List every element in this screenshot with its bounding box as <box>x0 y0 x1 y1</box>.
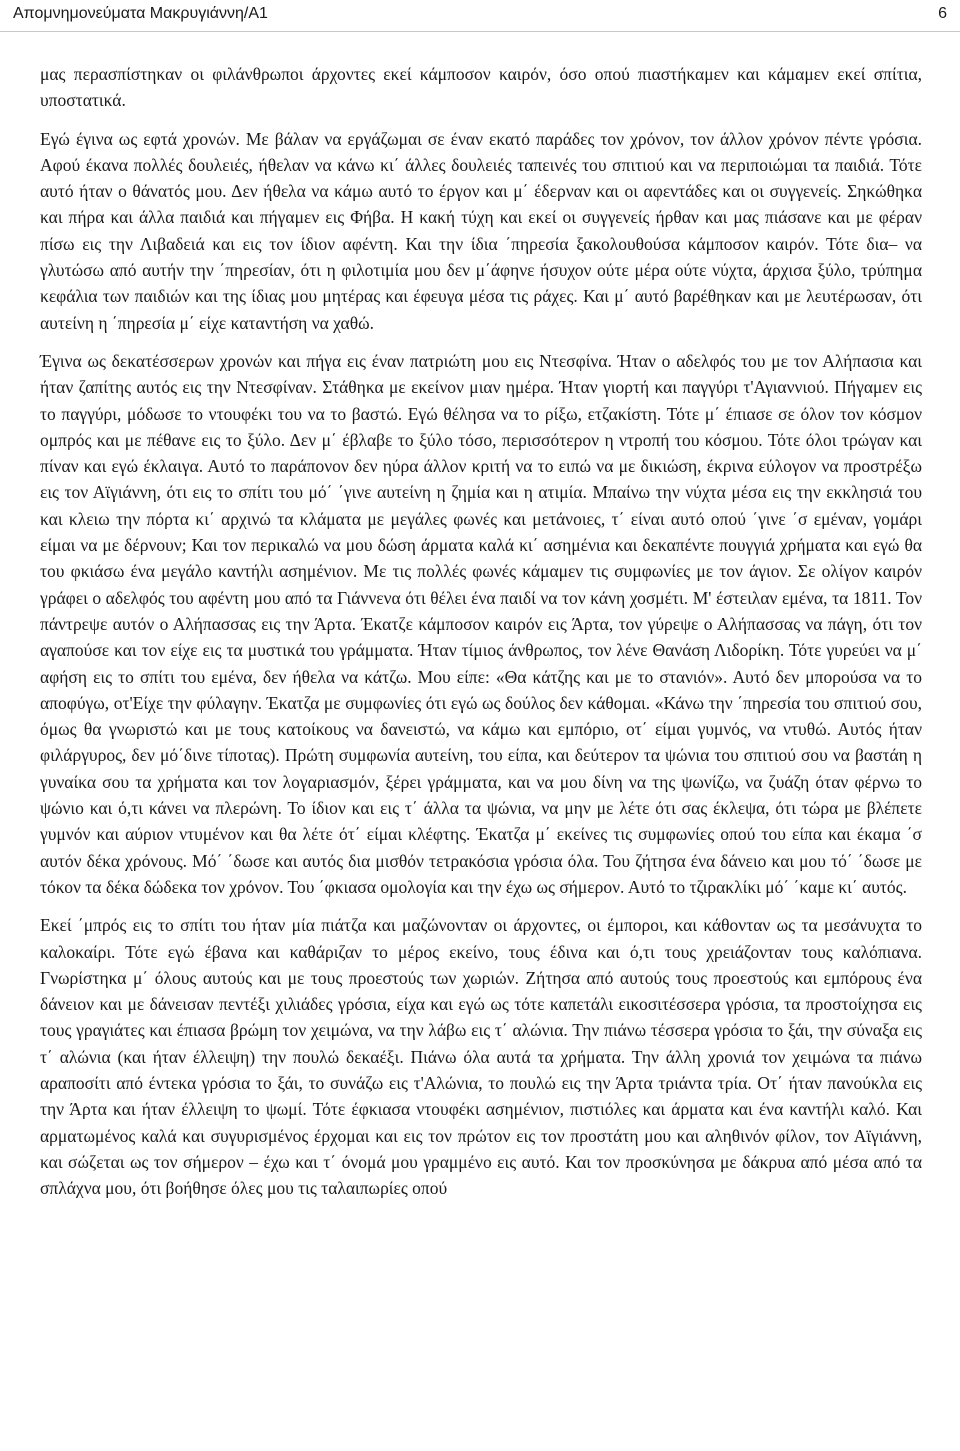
paragraph: μας περασπίστηκαν οι φιλάνθρωποι άρχοντες εκεί κάμποσον καιρόν, όσο οπού πιαστήκαμεν και κάμαμεν εκεί σπίτια, υποστατικά. <box>40 64 922 111</box>
page-number: 6 <box>938 5 947 22</box>
paragraph: Εγώ έγινα ως εφτά χρονών. Με βάλαν να εργάζωμαι σε έναν εκατό παράδες τον χρόνον, τον άλλον χρόνον πέντε γρόσια. Αφού έκανα πολλές δουλειές, ήθελαν να κάνω κι΄ άλλες δουλειές ταπεινές του σπιτιού και να περιποιώμαι τα παιδιά. Τότε αυτό ήταν ο θάνατός μου. Δεν ήθελα να κάμω αυτό το έργον και μ΄ έδερναν και οι αφεντάδες και οι συγγενείς. Σηκώθηκα και πήρα και άλλα παιδιά και πήγαμεν εις Φήβα. Η κακή τύχη και εκεί οι συγγενείς ήρθαν και μας πιάσανε και με φέραν πίσω εις την Λιβαδειά και εις τον ίδιον αφέντη. Και την ίδια ΄πηρεσία ξακολουθούσα κάμποσον καιρόν. Τότε δια– να γλυτώσω από αυτήν την ΄πηρεσίαν, ότι η φιλοτιμία μου δεν μ΄άφηνε ήσυχον ούτε μέρα ούτε νύχτα, άρχισα ξύλο, τρύπημα κεφάλια των παιδιών και της ίδιας μου μητέρας και έφευγα μέσα τις ράχες. Και μ΄ αυτό βαρέθηκαν και με λευτέρωσαν, ότι αυτείνη η ΄πηρεσία μ΄ είχε καταντήση να χαθώ. <box>40 128 922 333</box>
header-divider <box>0 31 960 32</box>
document-title: Απομνημονεύματα Μακρυγιάννη/Α1 <box>13 5 268 22</box>
document-body <box>40 61 922 1201</box>
paragraph: Εκεί ΄μπρός εις το σπίτι του ήταν μία πιάτζα και μαζώνονταν οι άρχοντες, οι έμποροι, και κάθονταν ως τα μεσάνυχτα το καλοκαίρι. Τότε εγώ έβανα και καθάριζαν το μέρος εκείνο, τους έδινα και ό,τι τους χρειάζονταν τους καλόπιανα. Γνωρίστηκα μ΄ όλους αυτούς και με τους προεστούς των χωριών. Ζήτησα από αυτούς τους προεστούς και εμπόρους ένα δάνειον και με δάνεισαν πεντέξι χιλιάδες γρόσια, είχα και εγώ ως τότε καπετάλι εικοσιτέσσερα γρόσια, τα προστοίχησα εις τους γραγιάτες και έπιασα βρώμη τον χειμώνα, να την λάβω εις τ΄ αλώνια. Την πιάνω τέσσερα γρόσια το ξάι, την σύναξα εις τ΄ αλώνια (και ήταν έλλειψη) την πουλώ δεκαέξι. Πιάνω όλα αυτά τα χρήματα. Την άλλη χρονιά τον χειμώνα τα πιάνω αραποσίτι από έντεκα γρόσια το ξάι, το συνάζω εις τ'Αλώνια, το πουλώ εις την Άρτα τριάντα τρία. Οτ΄ ήταν πανούκλα εις την Άρτα και ήταν έλλειψη το ψωμί. Τότε έφκιασα ντουφέκι ασημένιον, πιστιόλες και άρματα και ένα καντήλι καλό. Και αρματωμένος καλά και συγυρισμένος έρχομαι και εις τον πρώτον εις τον προστάτη μου και αληθινόν φίλον, τον Αϊγιάννη, και σώζεται ως τον σήμερον – έχω και τ΄ όνομά μου γραμμένο εις αυτό. Και τον προσκύνησα με δάκρυα από μέσα από τα σπλάχνα μου, ότι βοήθησε όλες μου τις ταλαιπωρίες οπού <box>40 915 922 1199</box>
page-header <box>13 4 947 32</box>
paragraph: Έγινα ως δεκατέσσερων χρονών και πήγα εις έναν πατριώτη μου εις Ντεσφίνα. Ήταν ο αδελφός του με τον Αλήπασια και ήταν ζαπίτης αυτός εις την Ντεσφίναν. Στάθηκα με εκείνον μιαν ημέρα. Ήταν γιορτή και παγγύρι τ'Αγιαννιού. Πήγαμεν εις το παγγύρι, μόδωσε το ντουφέκι του να το βαστώ. Εγώ θέλησα να το ρίξω, ετζακίστη. Τότε μ΄ έπιασε σε όλον τον κόσμον ομπρός και με πέθανε εις το ξύλο. Δεν μ΄ έβλαβε το ξύλο τόσο, περισσότερον η ντροπή του κόσμου. Τότε όλοι τρώγαν και πίναν και εγώ έκλαιγα. Αυτό το παράπονον δεν ηύρα άλλον κριτή να το ειπώ να με δικιώση, έκρινα εύλογον να προστρέξω εις τον Αϊγιάννη, ότι εις το σπίτι του μό΄ ΄γινε αυτείνη η ζημία και η ατιμία. Μπαίνω την νύχτα μέσα εις την εκκλησιά του και κλειω την πόρτα κι΄ αρχινώ τα κλάματα με μεγάλες φωνές και μετάνοιες, τ΄ είναι αυτό οπού ΄γινε ΄σ εμέναν, γομάρι είμαι να με δέρνουν; Και τον περικαλώ να μου δώση άρματα καλά κι΄ ασημένια και δεκαπέντε πουγγιά χρήματα και εγώ θα του φκιάσω ένα μεγάλο καντήλι ασημένιον. Με τις πολλές φωνές κάμαμεν τις συμφωνίες με τον άγιον. Σε ολίγον καιρόν γράφει ο αδελφός του αφέντη μου από τα Γιάννενα ότι θέλει ένα παιδί να τον κάνη χοσμέτι. Μ' έστειλαν εμένα, τα 1811. Τον πάντρεψε αυτόν ο Αλήπασσας εις την Άρτα. Έκατζε κάμποσον καιρόν εις Άρτα, τον γύρεψε ο Αλήπασσας να πάγη, ότι τον αγαπούσε και τον είχε εις τα μυστικά του γράμματα. Ήταν τίμιος άνθρωπος, τον λένε Θανάση Λιδορίκη. Τότε γυρεύει να μ΄ αφήση εις το σπίτι του εμένα, δεν ήθελα να κάτζω. Μου είπε: «Θα κάτζης και με το στανιόν». Αυτό δεν μπορούσα να το αποφύγω, οτ'Είχε την φύλαγην. Έκατζα με συμφωνίες ότι εγώ ως δούλος δεν κάθομαι. «Κάνω την ΄πηρεσία του σπιτιού σου, όμως θα γνωριστώ και με τους κατοίκους να δανειστώ, να κάμω και εμπόριο, οτ΄ είμαι γυμνός, να ντυθώ. Αυτός ήταν φιλάργυρος, δεν μό΄δινε τίποτας). Πρώτη συμφωνία αυτείνη, του είπα, και δεύτερον τα ψώνια του σπιτιού σου να βαστάη η γυναίκα σου τα χρήματα και τον λογαριασμόν, ξέρει γράμματα, και να μου δίνη να της ψωνίζω, να ζυάζη όταν φέρνω το ψώνιο και ό,τι κάνει να πλερώνη. Το ίδιον και εις τ΄ άλλα τα ψώνια, να μην με λέτε ότι σας έκλεψα, ότι τώρα με βλέπετε γυμνόν και αύριον ντυμένον και θα λέτε ότ΄ είμαι κλέφτης. Έκατζα μ΄ εκείνες τις συμφωνίες οπού του είπα και έκαμα ΄σ αυτόν δέκα χρόνους. Μό΄ ΄δωσε και αυτός δια μισθόν τετρακόσια γρόσια όλα. Του ζήτησα ένα δάνειο και μου τό΄ ΄δωσε με τόκον τα δέκα δώδεκα τον χρόνον. Του ΄φκιασα ομολογία και την έχω ως σήμερον. Αυτό το τζιρακλίκι μό΄ ΄καμε κι΄ αυτός. <box>40 350 922 897</box>
